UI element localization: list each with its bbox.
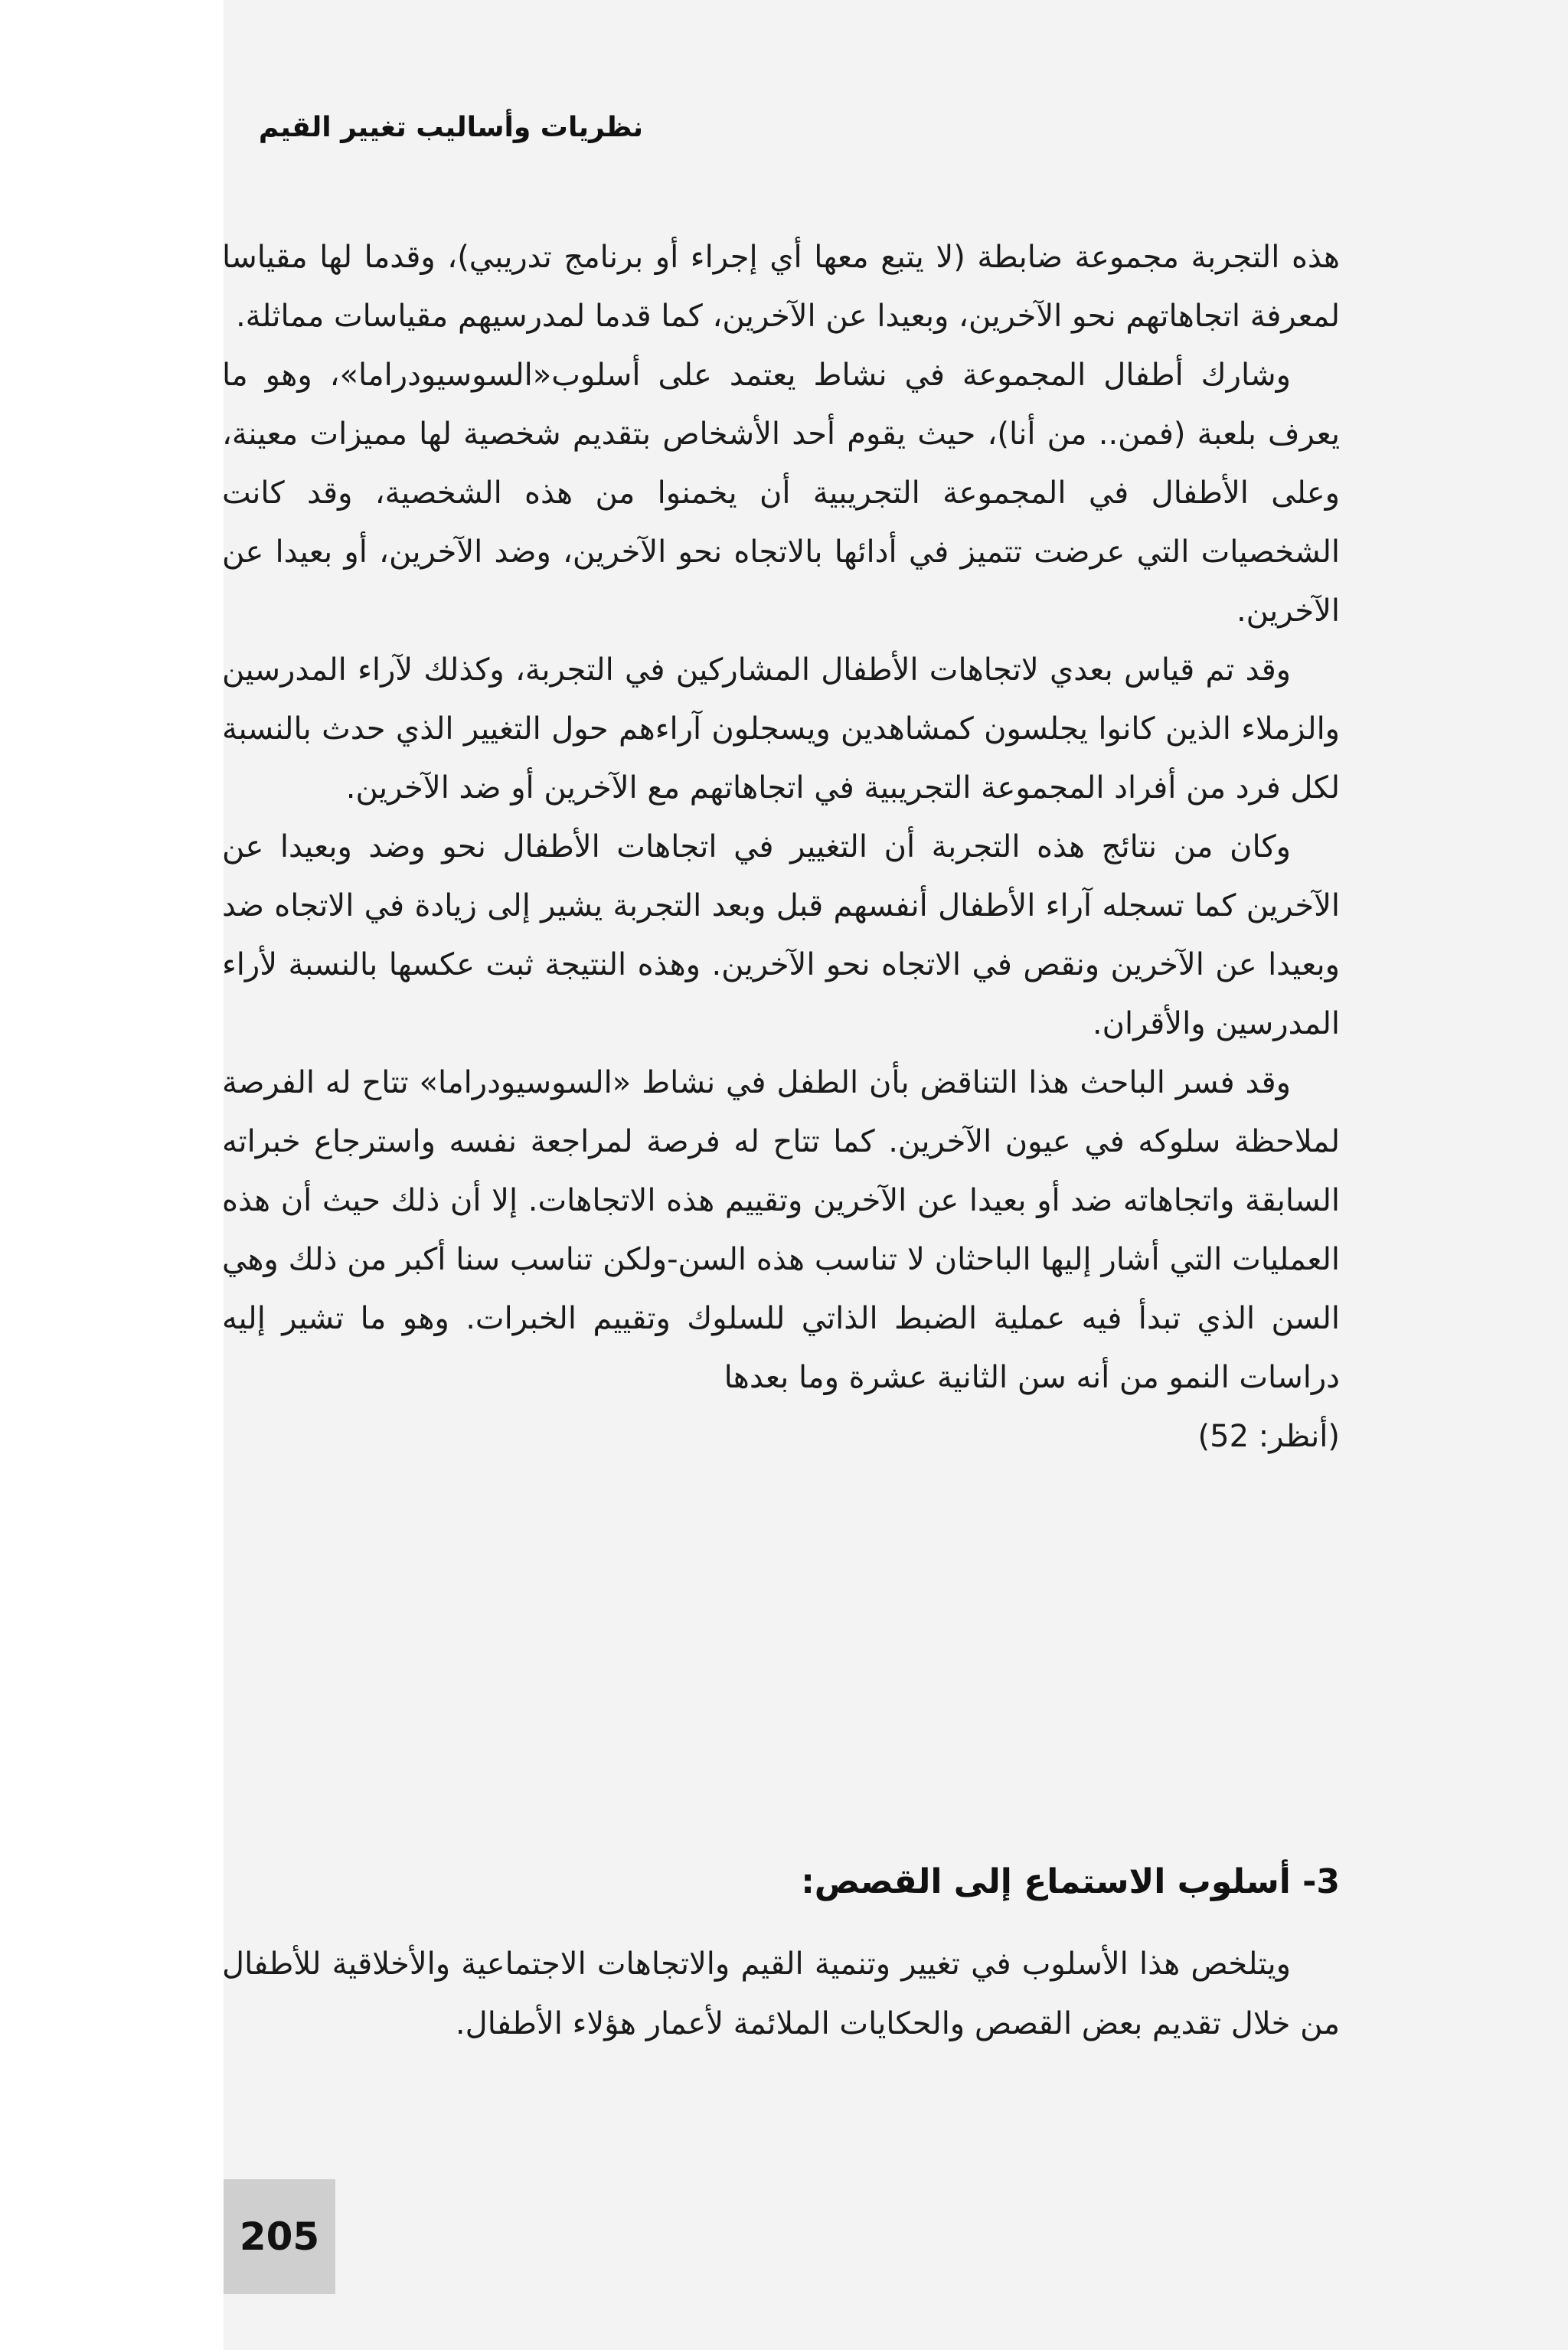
section-paragraph: ويتلخص هذا الأسلوب في تغيير وتنمية القيم والاتجاهات الاجتماعية والأخلاقية للأطفال من خلال تقديم بعض القصص والحكايات الملائمة لأعمار هؤلاء الأطفال. — [222, 1946, 1340, 2041]
running-header: نظريات وأساليب تغيير القيم — [258, 112, 643, 143]
page-number: 205 — [224, 2179, 335, 2294]
citation: (أنظر: 52) — [1197, 1419, 1340, 1454]
paragraph-3: وقد تم قياس بعدي لاتجاهات الأطفال المشاركين في التجربة، وكذلك لآراء المدرسين والزملاء الذين كانوا يجلسون كمشاهدين ويسجلون آراءهم حول التغيير الذي حدث بالنسبة لكل فرد من أفراد المجموعة التجريبية في اتجاهاتهم مع الآخرين أو ضد الآخرين. — [222, 652, 1340, 806]
paragraph-5: وقد فسر الباحث هذا التناقض بأن الطفل في نشاط «السوسيودراما» تتاح له الفرصة لملاحظة سلوكه في عيون الآخرين. كما تتاح له فرصة لمراجعة نفسه واسترجاع خبراته السابقة واتجاهاته ضد أو بعيدا عن الآخرين وتقييم هذه الاتجاهات. إلا أن ذلك حيث أن هذه العمليات التي أشار إليها الباحثان لا تناسب هذه السن-ولكن تناسب سنا أكبر من ذلك وهي السن الذي تبدأ فيه عملية الضبط الذاتي للسلوك وتقييم الخبرات. وهو ما تشير إليه دراسات النمو من أنه سن الثانية عشرة وما بعدها — [222, 1065, 1340, 1395]
section-text — [222, 1934, 1340, 2054]
paragraph-1: هذه التجربة مجموعة ضابطة (لا يتبع معها أي إجراء أو برنامج تدريبي)، وقدما لها مقياسا لمعرفة اتجاهاتهم نحو الآخرين، وبعيدا عن الآخرين، كما قدما لمدرسيهم مقياسات مماثلة. — [222, 240, 1340, 334]
section-heading: 3- أسلوب الاستماع إلى القصص: — [801, 1862, 1340, 1901]
body-text — [222, 228, 1340, 1466]
paragraph-4: وكان من نتائج هذه التجربة أن التغيير في اتجاهات الأطفال نحو وضد وبعيدا عن الآخرين كما تسجله آراء الأطفال أنفسهم قبل وبعد التجربة يشير إلى زيادة في الاتجاه ضد وبعيدا عن الآخرين ونقص في الاتجاه نحو الآخرين. وهذه النتيجة ثبت عكسها بالنسبة لأراء المدرسين والأقران. — [222, 829, 1340, 1041]
paragraph-2: وشارك أطفال المجموعة في نشاط يعتمد على أسلوب«السوسيودراما»، وهو ما يعرف بلعبة (فمن.. من أنا)، حيث يقوم أحد الأشخاص بتقديم شخصية لها مميزات معينة، وعلى الأطفال في المجموعة التجريبية أن يخمنوا من هذه الشخصية، وقد كانت الشخصيات التي عرضت تتميز في أدائها بالاتجاه نحو الآخرين، وضد الآخرين، أو بعيدا عن الآخرين. — [222, 358, 1340, 629]
